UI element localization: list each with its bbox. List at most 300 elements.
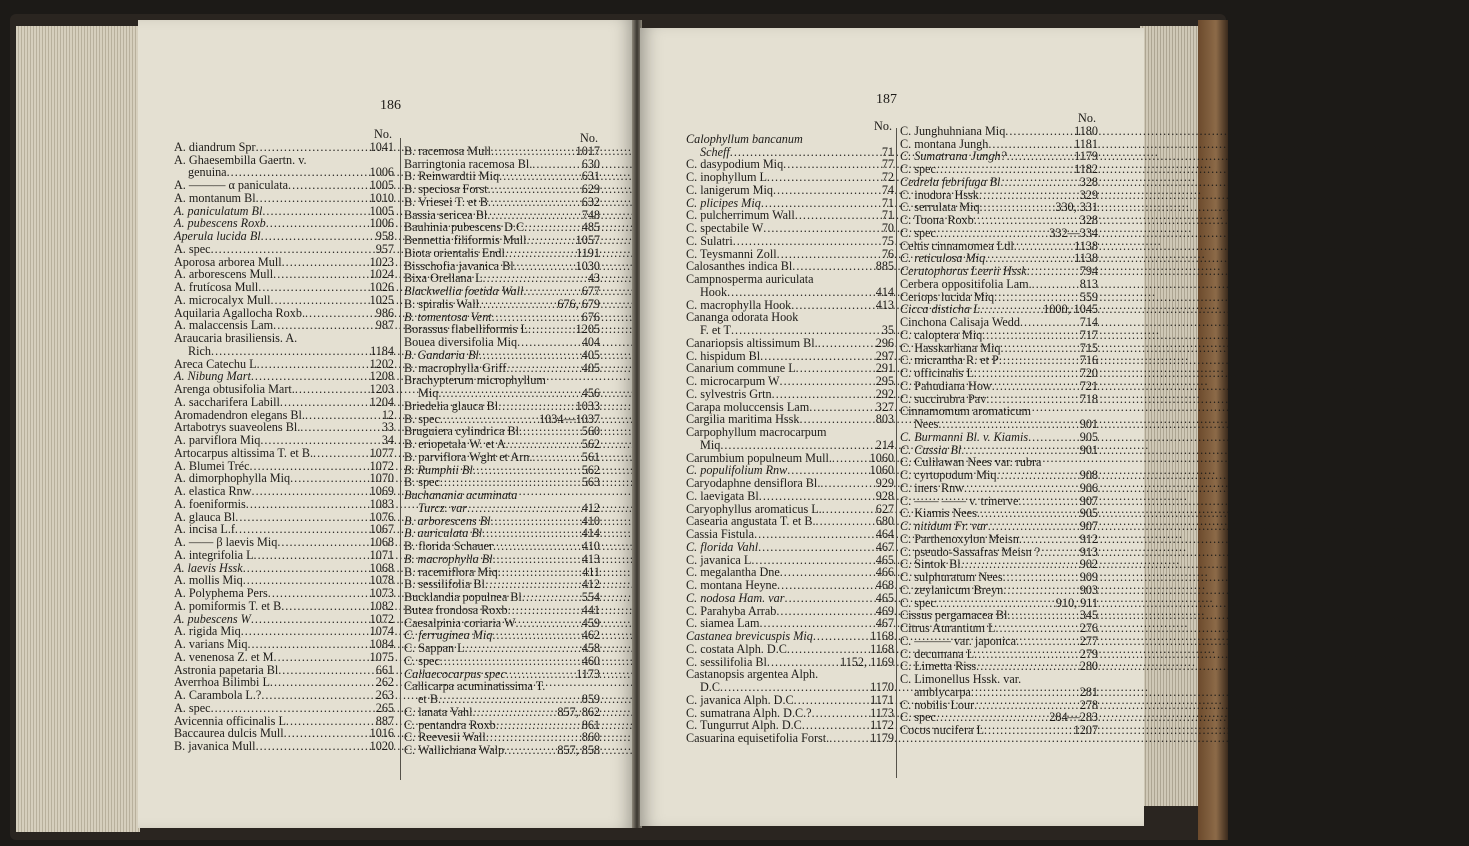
entry-number: 631 xyxy=(581,169,600,184)
entry-name: A. saccharifera Labill xyxy=(174,394,280,409)
entry-number: 1138 xyxy=(1074,238,1098,253)
entry-number: 721 xyxy=(1079,378,1098,393)
entry-number: 857, 862 xyxy=(557,704,600,719)
entry-number: 885 xyxy=(875,259,894,274)
index-entry xyxy=(900,520,1098,533)
entry-number: 1023 xyxy=(369,254,394,269)
entry-number: 632 xyxy=(581,194,600,209)
dot-leader xyxy=(936,227,1047,240)
dot-leader xyxy=(731,324,880,337)
entry-number: 292 xyxy=(875,386,894,401)
dot-leader xyxy=(246,498,368,511)
entry-number: 859 xyxy=(581,692,600,706)
dot-leader xyxy=(504,744,555,757)
dot-leader xyxy=(256,740,368,753)
entry-number: 1070 xyxy=(369,471,394,486)
entry-number: 680 xyxy=(875,514,894,529)
entry-number: 72 xyxy=(881,170,894,184)
entry-number: 1182 xyxy=(1074,162,1098,176)
entry-name: genuina xyxy=(188,165,227,180)
entry-number: 465 xyxy=(875,590,894,605)
dot-leader xyxy=(1000,176,1077,189)
entry-name: Cassia Fistula xyxy=(686,527,755,541)
entry-name: B. javanica Mull xyxy=(174,739,256,753)
index-entry xyxy=(174,141,394,154)
entry-name: Scheff xyxy=(700,144,730,159)
index-entry xyxy=(686,337,894,350)
entry-name: Bennettia filiformis Mull xyxy=(404,233,527,247)
entry-number: 413 xyxy=(581,551,600,566)
entry-name: C. megalantha Dne xyxy=(686,565,780,580)
entry-number: 905 xyxy=(1079,506,1098,521)
entry-name: Baccaurea dulcis Mull xyxy=(174,726,284,741)
index-entry xyxy=(900,329,1098,342)
index-entry xyxy=(686,273,894,286)
entry-name: Carpophyllum macrocarpum xyxy=(686,425,827,439)
entry-number: 560 xyxy=(581,424,600,439)
entry-number: 901 xyxy=(1079,417,1098,431)
entry-name: Hook xyxy=(700,284,728,299)
entry-number: 328 xyxy=(1079,174,1098,189)
dot-leader xyxy=(438,387,579,400)
index-entry xyxy=(686,184,894,197)
entry-name: C. lanigerum Miq xyxy=(686,182,773,197)
index-column-2 xyxy=(900,112,1098,737)
index-entry xyxy=(404,438,600,451)
index-entry xyxy=(404,451,600,464)
entry-number: 1168 xyxy=(870,641,894,656)
entry-name: A. diandrum Spr xyxy=(174,139,256,154)
dot-leader xyxy=(532,451,579,464)
entry-number: 554 xyxy=(581,590,600,604)
entry-number: 907 xyxy=(1079,493,1098,508)
entry-name: C. nobilis Lour xyxy=(900,697,975,712)
index-entry xyxy=(900,482,1098,495)
index-entry xyxy=(900,163,1098,176)
entry-name: C. Sappan L xyxy=(404,641,465,655)
entry-number: 1017 xyxy=(575,143,600,158)
entry-name: C. sylvestris Grtn xyxy=(686,386,772,401)
entry-name: C. Parahyba Arrab xyxy=(686,603,777,618)
entry-name: D.C xyxy=(700,680,720,694)
entry-name: B. Gandaria Bl xyxy=(404,347,479,362)
entry-name: C. spec xyxy=(900,162,936,176)
entry-name: Caryophyllus aromaticus L. xyxy=(686,501,822,516)
entry-name: C. Parthenoxylon Meisn xyxy=(900,531,1019,546)
index-entry xyxy=(404,145,600,158)
index-entry xyxy=(686,579,894,592)
column-divider xyxy=(400,138,401,780)
entry-number: 284—283 xyxy=(1049,710,1098,725)
entry-name: A. laevis Hssk xyxy=(174,560,243,575)
entry-name: Bruguiera cylindrica Bl xyxy=(404,424,520,439)
dot-leader xyxy=(517,489,598,502)
entry-name: C. nitidum Fr. var xyxy=(900,519,988,533)
entry-number: 857, 858 xyxy=(557,743,600,757)
entry-name: A. montanum Bl xyxy=(174,190,256,205)
entry-number: 561 xyxy=(581,449,600,464)
entry-number: 330, 331 xyxy=(1055,200,1098,215)
index-entry xyxy=(686,133,894,146)
entry-number: 332—334 xyxy=(1049,225,1098,240)
entry-name: Averrhoa Bilimbi L xyxy=(174,675,270,690)
entry-number: 1179 xyxy=(870,731,894,745)
column-header-no: No. xyxy=(374,127,392,141)
dot-leader xyxy=(794,694,868,707)
entry-name: Bisschofia javanica Bl xyxy=(404,258,514,273)
entry-number: 803 xyxy=(875,412,894,427)
entry-number: 1180 xyxy=(1074,123,1098,138)
entry-number: 75 xyxy=(881,233,894,248)
entry-name: A. pubescens W xyxy=(174,611,251,626)
dot-leader xyxy=(974,367,1078,380)
index-entry xyxy=(686,694,894,707)
entry-number: 1075 xyxy=(369,649,394,664)
entry-name: Bouea diversifolia Miq xyxy=(404,335,518,349)
index-entry xyxy=(174,498,394,511)
entry-number: 903 xyxy=(1079,582,1098,597)
entry-name: C. Sumatrana Jungh? xyxy=(900,149,1007,164)
entry-name: Miq xyxy=(418,386,439,400)
entry-name: C. florida Vahl xyxy=(686,539,759,554)
dot-leader xyxy=(211,702,374,715)
dot-leader xyxy=(274,651,368,664)
entry-number: 907 xyxy=(1079,519,1098,533)
entry-number: 1076 xyxy=(369,509,394,524)
index-entry xyxy=(900,316,1098,329)
dot-leader xyxy=(465,642,580,655)
index-entry xyxy=(174,192,394,205)
entry-name: et B xyxy=(418,692,438,706)
entry-name: C. succirubra Pav xyxy=(900,391,987,406)
index-entry xyxy=(900,367,1098,380)
entry-name: Cicca disticha L xyxy=(900,302,980,317)
index-entry xyxy=(404,744,600,757)
entry-name: A. Carambola L.? xyxy=(174,688,262,702)
index-entry xyxy=(404,489,600,502)
index-entry xyxy=(404,196,600,209)
entry-number: 958 xyxy=(375,229,394,243)
dot-leader xyxy=(261,230,374,243)
dot-leader xyxy=(295,383,368,396)
entry-name: A. rigida Miq xyxy=(174,624,241,639)
entry-number: 262 xyxy=(375,675,394,690)
entry-number: 1010 xyxy=(369,190,394,205)
entry-number xyxy=(1096,673,1098,686)
entry-number: 296 xyxy=(875,335,894,350)
entry-number: 441 xyxy=(581,602,600,617)
entry-number: 71 xyxy=(881,144,894,159)
entry-number: 906 xyxy=(1079,480,1098,495)
entry-name: C. sulphuratum Nees xyxy=(900,570,1003,584)
entry-name: B. tomentosa Vent xyxy=(404,309,492,324)
dot-leader xyxy=(996,469,1077,482)
entry-name: C. caloptera Miq xyxy=(900,327,983,342)
entry-number: 469 xyxy=(875,603,894,618)
entry-number: 1025 xyxy=(369,292,394,307)
dot-leader xyxy=(313,447,368,460)
dot-leader xyxy=(1027,265,1078,278)
entry-name: Castanea brevicuspis Miq xyxy=(686,629,813,643)
entry-name: C. Hasskarliana Miq xyxy=(900,340,1001,355)
entry-number: 1057 xyxy=(575,233,600,247)
dot-leader xyxy=(1019,533,1078,546)
column-header-no: No. xyxy=(874,119,892,133)
entry-number: 1083 xyxy=(369,496,394,511)
index-entry xyxy=(174,243,394,256)
entry-number: 1072 xyxy=(369,458,394,473)
entry-number: 291 xyxy=(875,361,894,376)
entry-number: 677 xyxy=(581,284,600,298)
entry-name: Carapa moluccensis Lam xyxy=(686,399,810,414)
index-entry xyxy=(404,693,600,706)
dot-leader xyxy=(256,141,368,154)
entry-number: 957 xyxy=(375,241,394,256)
entry-name: C. laevigata Bl xyxy=(686,488,759,503)
entry-name: C. javanica Alph. D.C xyxy=(686,692,794,707)
entry-number: 12 xyxy=(381,407,394,422)
entry-name: C. ferruginea Miq xyxy=(404,628,493,643)
dot-leader xyxy=(488,183,580,196)
entry-name: A. Ghaesembilla Gaertn. v. xyxy=(174,152,307,167)
index-entry xyxy=(686,388,894,401)
entry-number: 676, 679 xyxy=(557,296,600,311)
entry-number: 277 xyxy=(1079,633,1098,648)
entry-name: Aperula lucida Bl xyxy=(174,229,261,243)
dot-leader xyxy=(813,630,868,643)
index-entry xyxy=(686,490,894,503)
dot-leader xyxy=(763,222,880,235)
index-entry xyxy=(686,439,894,452)
index-entry xyxy=(174,396,394,409)
entry-number: 1005 xyxy=(369,203,394,218)
index-entry xyxy=(174,345,394,358)
entry-number: 414 xyxy=(875,284,894,299)
index-entry xyxy=(900,673,1098,686)
index-entry xyxy=(686,643,894,656)
entry-name: C. pentandra Roxb xyxy=(404,717,496,732)
index-entry xyxy=(174,281,394,294)
entry-name: Bassia sericea Bl xyxy=(404,207,488,222)
entry-name: A. pubescens Roxb xyxy=(174,216,266,231)
entry-name: A. mollis Miq xyxy=(174,573,243,588)
entry-number: 295 xyxy=(875,374,894,388)
entry-number: 327 xyxy=(875,399,894,414)
entry-number: 1173 xyxy=(576,666,600,681)
entry-name: C. sumatrana Alph. D.C.? xyxy=(686,705,812,720)
entry-name: B. Reinwardtii Miq xyxy=(404,169,500,184)
index-entry xyxy=(174,332,394,345)
entry-name: C. sessilifolia Bl xyxy=(686,654,767,669)
entry-name: C. inodora Hssk xyxy=(900,187,979,202)
entry-name: Cocos nucifera L xyxy=(900,723,984,737)
entry-name: B. macrophylla Griff xyxy=(404,360,507,375)
index-entry xyxy=(174,179,394,192)
entry-name: Calosanthes indica Bl xyxy=(686,259,793,274)
entry-name: Ceratophorus Leerii Hssk xyxy=(900,264,1027,278)
index-entry xyxy=(900,176,1098,189)
entry-name: Cinchona Calisaja Wedd xyxy=(900,315,1020,329)
index-entry xyxy=(174,638,394,651)
entry-number: 1179 xyxy=(1074,149,1098,164)
entry-name: C. inophyllum L xyxy=(686,170,767,184)
entry-number: 412 xyxy=(581,577,600,592)
entry-number: 1173 xyxy=(870,705,894,720)
entry-name: A. integrifolia L xyxy=(174,547,254,562)
entry-number: 1205 xyxy=(575,322,600,337)
entry-name: Areca Catechu L xyxy=(174,356,257,371)
left-page xyxy=(138,20,634,828)
entry-number: 794 xyxy=(1079,264,1098,278)
dot-leader xyxy=(1003,571,1078,584)
index-column-2 xyxy=(404,132,600,757)
entry-number: 1138 xyxy=(1074,251,1098,266)
entry-name: C. javanica L xyxy=(686,552,752,567)
index-entry xyxy=(404,591,600,604)
entry-number: 1078 xyxy=(369,573,394,588)
dot-leader xyxy=(992,380,1078,393)
entry-name: C. spec xyxy=(900,710,936,725)
entry-number: 562 xyxy=(581,462,600,477)
entry-name: C. Wallichiana Walp xyxy=(404,743,505,757)
dot-leader xyxy=(1003,584,1077,597)
dot-leader xyxy=(260,434,380,447)
entry-name: C. dasypodium Miq xyxy=(686,157,784,172)
entry-number: 345 xyxy=(1079,608,1098,623)
index-entry xyxy=(900,469,1098,482)
entry-number: 412 xyxy=(581,500,600,515)
dot-leader xyxy=(527,234,574,247)
entry-number: 71 xyxy=(881,195,894,210)
entry-name: Casearia angustata T. et B. xyxy=(686,514,816,529)
entry-name: Caryodaphne densiflora Bl. xyxy=(686,476,821,490)
entry-name: C. Kiamis Nees xyxy=(900,506,977,521)
entry-name: B. eriopetala W. et A xyxy=(404,437,506,451)
index-entry xyxy=(174,383,394,396)
entry-number: 329 xyxy=(1079,187,1098,202)
dot-leader xyxy=(733,235,880,248)
entry-number: 74 xyxy=(881,182,894,197)
entry-name: C. Cassia Bl xyxy=(900,442,962,457)
index-entry xyxy=(404,247,600,260)
entry-number: 466 xyxy=(875,565,894,580)
entry-name: Bauhinia pubescens D.C xyxy=(404,220,525,235)
dot-leader xyxy=(720,681,868,694)
index-entry xyxy=(900,125,1098,138)
index-entry xyxy=(174,702,394,715)
dot-leader xyxy=(280,396,368,409)
index-entry xyxy=(900,431,1098,444)
entry-name: Cargilia maritima Hssk xyxy=(686,412,800,427)
dot-leader xyxy=(258,281,367,294)
entry-name: A. Nibung Mart xyxy=(174,369,251,384)
dot-leader xyxy=(261,689,373,702)
dot-leader xyxy=(254,549,368,562)
entry-number: 1068 xyxy=(369,535,394,549)
entry-name: B. parviflora Wght et Arn. xyxy=(404,449,533,464)
dot-leader xyxy=(288,179,368,192)
index-entry xyxy=(404,349,600,362)
index-entry xyxy=(686,222,894,235)
index-entry xyxy=(900,686,1098,699)
dot-leader xyxy=(988,520,1078,533)
index-entry xyxy=(404,298,600,311)
entry-number: 214 xyxy=(875,437,894,452)
entry-number: 265 xyxy=(375,700,394,715)
index-entry xyxy=(686,426,894,439)
entry-name: Cedrela febrifuga Bl xyxy=(900,174,1001,189)
entry-name: C. officinalis L xyxy=(900,366,974,380)
index-entry xyxy=(174,485,394,498)
entry-name: B. florida Schauer xyxy=(404,539,494,553)
index-entry xyxy=(404,234,600,247)
entry-name: C. —— —— v. trinerve xyxy=(900,493,1019,508)
entry-number: 559 xyxy=(1079,289,1098,304)
dot-leader xyxy=(787,643,868,656)
entry-name: C. Burmanni Bl. v. Kiamis xyxy=(900,429,1029,444)
dot-leader xyxy=(984,724,1072,737)
entry-name: C. cyrtopodum Miq xyxy=(900,468,997,482)
entry-name: Barringtonia racemosa Bl. xyxy=(404,156,533,171)
entry-number: 630 xyxy=(581,156,600,171)
entry-name: C. Sulatri xyxy=(686,233,733,248)
dot-leader xyxy=(493,540,580,553)
entry-name: B. Rumphii Bl xyxy=(404,462,473,477)
dot-leader xyxy=(767,171,880,184)
dot-leader xyxy=(508,604,580,617)
entry-number: 414 xyxy=(581,526,600,541)
entry-number: 1041 xyxy=(369,139,394,154)
entry-name: Briedelia glauca Bl xyxy=(404,398,499,413)
entry-name: C. montana Jungh xyxy=(900,136,989,151)
entry-name: Aporosa arborea Mull xyxy=(174,254,282,269)
index-entry xyxy=(174,434,394,447)
index-entry xyxy=(404,706,600,719)
index-entry xyxy=(404,183,600,196)
column-header-no: No. xyxy=(580,131,598,145)
entry-number: 485 xyxy=(581,220,600,235)
index-entry xyxy=(404,502,600,515)
index-entry xyxy=(900,418,1098,431)
entry-name: C. montana Heyne xyxy=(686,578,778,592)
entry-number: 1060 xyxy=(869,450,894,465)
entry-number: 1060 xyxy=(869,463,894,478)
entry-name: C. Pahudiana How xyxy=(900,378,992,393)
index-entry xyxy=(900,533,1098,546)
entry-name: C. siamea Lam xyxy=(686,616,760,631)
entry-number: 987 xyxy=(375,318,394,333)
dot-leader xyxy=(297,332,392,345)
entry-name: C. Limetta Riss xyxy=(900,659,977,674)
entry-number: 462 xyxy=(581,628,600,643)
entry-name: C. pseudo-Sassafras Meisn ? xyxy=(900,544,1041,559)
entry-number: 410 xyxy=(581,539,600,553)
dot-leader xyxy=(252,485,368,498)
dot-leader xyxy=(440,655,580,668)
index-entry xyxy=(686,375,894,388)
entry-number: 410 xyxy=(581,513,600,528)
entry-number: 458 xyxy=(581,641,600,655)
entry-number: 1084 xyxy=(369,637,394,651)
dot-leader xyxy=(791,299,873,312)
entry-name: C. decumana L xyxy=(900,646,975,661)
entry-number: 1071 xyxy=(369,547,394,562)
entry-number: 860 xyxy=(581,730,600,745)
entry-number: 278 xyxy=(1079,697,1098,712)
dot-leader xyxy=(256,192,368,205)
entry-name: B. arborescens Bl xyxy=(404,513,491,528)
entry-name: C. lanata Vahl xyxy=(404,704,473,719)
